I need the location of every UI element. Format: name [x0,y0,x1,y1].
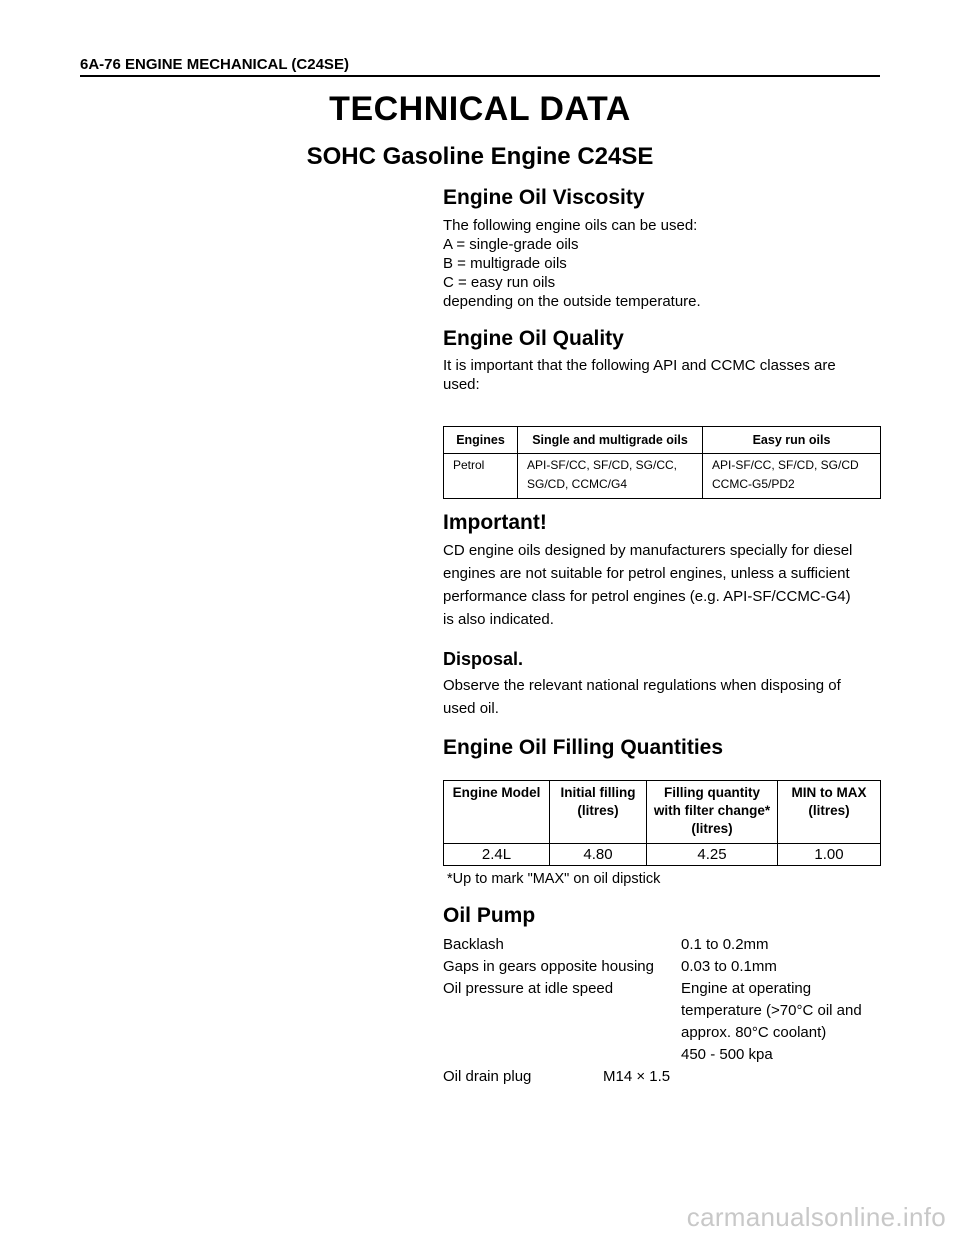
header-title: 6A-76 ENGINE MECHANICAL (C24SE) [80,56,349,73]
pump-specs [443,934,880,1094]
table-cell: 4.80 [550,844,647,866]
spec-value: 0.1 to 0.2mm [681,936,769,953]
table-header: Easy run oils [703,427,881,454]
quality-heading: Engine Oil Quality [443,327,624,350]
header-line: (litres) [691,821,733,836]
table-cell-multigrade [518,454,703,499]
important-line: performance class for petrol engines (e.g. API-SF/CCMC-G4) [443,588,851,605]
header-line: (litres) [808,803,850,818]
quality-line: used: [443,376,480,393]
page-header [80,56,880,77]
quality-line: It is important that the following API and CCMC classes are [443,357,836,374]
important-line: engines are not suitable for petrol engines, unless a sufficient [443,565,850,582]
spec-value-pressure [681,978,881,1066]
filling-table [443,780,881,866]
table-cell: 4.25 [647,844,778,866]
page-subtitle: SOHC Gasoline Engine C24SE [306,143,654,170]
filling-section [443,736,880,760]
table-header-row [444,781,881,844]
disposal-heading: Disposal. [443,649,524,669]
quality-section [443,327,880,394]
important-line: CD engine oils designed by manufacturers specially for diesel [443,542,853,559]
table-row [444,844,881,866]
header-line: (litres) [577,803,619,818]
spec-label: Oil drain plug [443,1068,532,1085]
multigrade-line: API-SF/CC, SF/CD, SG/CC, [527,458,678,472]
table-header-row [444,427,881,454]
header-line: with filter change* [653,803,771,818]
oil-class-table-wrap [443,426,880,499]
page-title: TECHNICAL DATA [329,90,631,128]
viscosity-heading: Engine Oil Viscosity [443,186,645,209]
table-row [444,454,881,499]
engine-value: Petrol [453,458,485,472]
important-line: is also indicated. [443,611,554,628]
table-header [444,781,550,844]
pressure-line: 450 - 500 kpa [681,1046,773,1063]
viscosity-section [443,186,880,311]
important-heading: Important! [443,511,547,534]
table-header [778,781,881,844]
filling-heading: Engine Oil Filling Quantities [443,736,724,759]
watermark: carmanualsonline.info [686,1202,946,1232]
table-header [647,781,778,844]
disposal-section [443,649,880,720]
multigrade-line: SG/CD, CCMC/G4 [527,477,628,491]
viscosity-line: The following engine oils can be used: [443,217,698,234]
important-section [443,511,880,631]
spec-label: Gaps in gears opposite housing [443,958,654,975]
pump-section [443,904,880,928]
header-line: MIN to MAX [791,785,867,800]
disposal-line: used oil. [443,700,499,717]
spec-label: Oil pressure at idle speed [443,980,614,997]
pressure-line: approx. 80°C coolant) [681,1024,827,1041]
easyrun-line: CCMC-G5/PD2 [712,477,795,491]
filling-table-wrap [443,780,880,887]
pump-heading: Oil Pump [443,904,536,927]
spec-value: 0.03 to 0.1mm [681,958,777,975]
oil-class-table [443,426,881,499]
pressure-line: Engine at operating [681,980,812,997]
filling-footnote: *Up to mark "MAX" on oil dipstick [447,871,661,887]
disposal-line: Observe the relevant national regulations when disposing of [443,677,841,694]
header-line: Filling quantity [664,785,760,800]
table-header: Engines [444,427,518,454]
viscosity-line: A = single-grade oils [443,236,579,253]
table-header: Single and multigrade oils [518,427,703,454]
pressure-line: temperature (>70°C oil and [681,1002,862,1019]
table-cell: 2.4L [444,844,550,866]
viscosity-line: C = easy run oils [443,274,556,291]
header-line: Engine Model [452,785,541,800]
table-cell-easyrun [703,454,881,499]
easyrun-line: API-SF/CC, SF/CD, SG/CD [712,458,859,472]
table-cell-engine [444,454,518,499]
table-header [550,781,647,844]
viscosity-line: depending on the outside temperature. [443,293,701,310]
spec-label: Backlash [443,936,504,953]
header-line: Initial filling [560,785,636,800]
viscosity-line: B = multigrade oils [443,255,567,272]
table-cell: 1.00 [778,844,881,866]
spec-value: M14 × 1.5 [603,1068,671,1085]
